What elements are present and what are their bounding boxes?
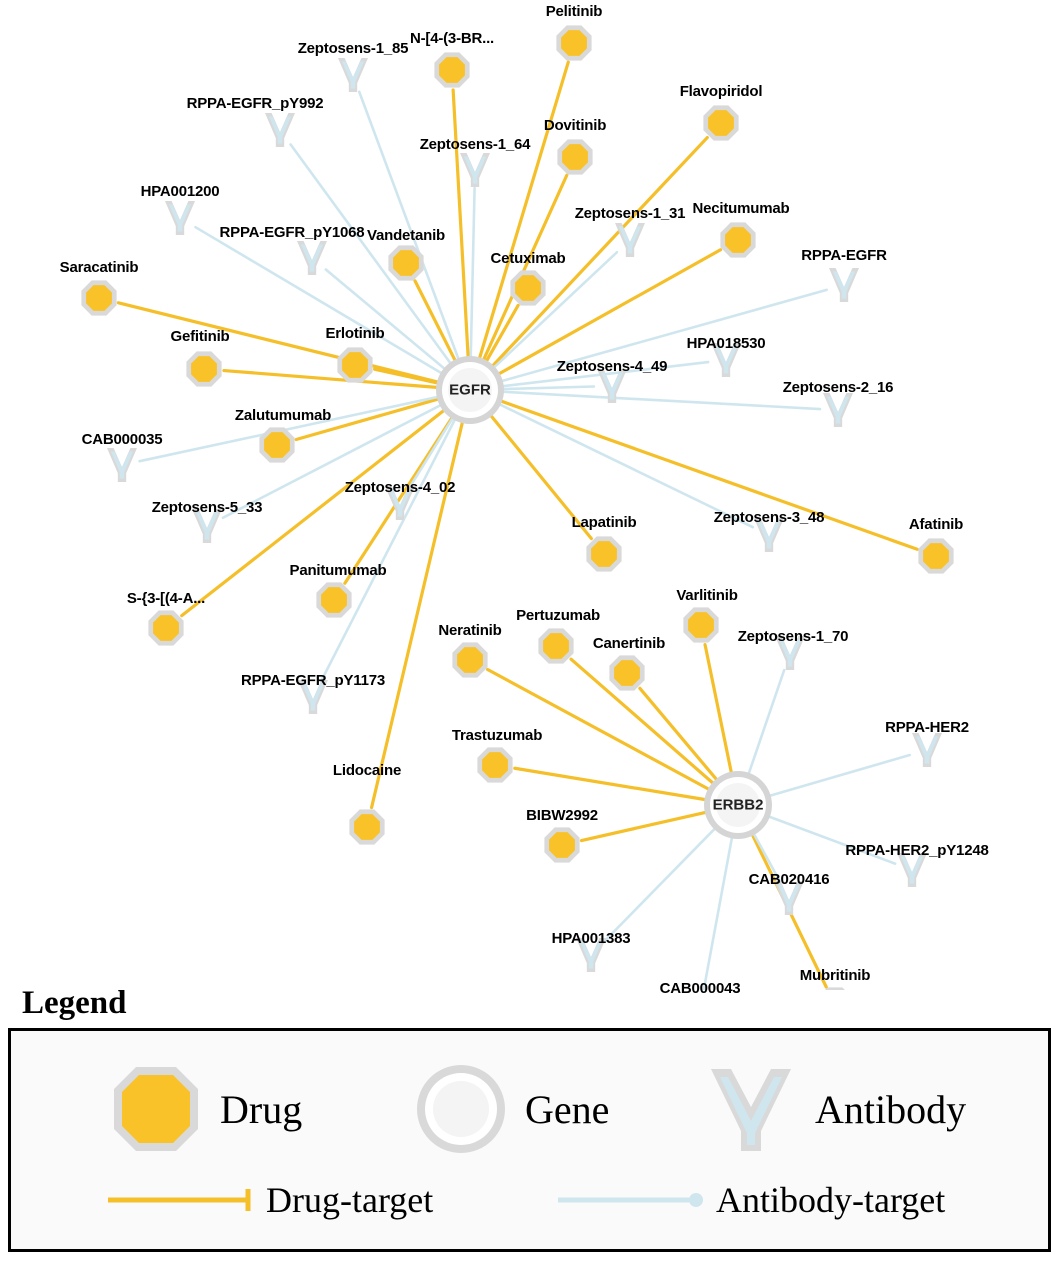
drug-glyph [264,432,290,458]
antibody-glyph [169,204,191,231]
drug-label: Panitumumab [289,562,387,579]
drug-glyph [153,615,179,641]
drug-node[interactable] [186,351,221,386]
antibody-label: RPPA-EGFR [801,247,887,264]
drug-label: Zalutumumab [234,407,332,424]
antibody-node[interactable] [460,153,490,187]
antibody-target-edge [409,416,454,488]
antibody-node[interactable] [107,448,137,482]
antibody-node[interactable] [912,733,942,767]
antibody-node[interactable] [823,393,853,427]
drug-label: Erlotinib [325,325,385,342]
drug-glyph [725,227,751,253]
antibody-label: Zeptosens-5_33 [151,499,263,516]
drug-label: Saracatinib [59,259,139,276]
drug-target-edge [453,90,468,360]
legend-item-antibody-target [556,1179,945,1221]
legend-box [8,1028,1051,1252]
drug-node[interactable] [586,536,621,571]
drug-glyph [515,275,541,301]
antibody-node[interactable] [265,113,295,147]
drug-target-edge [582,812,709,841]
drug-node[interactable] [544,827,579,862]
antibody-target-edge [604,826,717,942]
drug-glyph [688,612,714,638]
drug-glyph [708,110,734,136]
antibody-node[interactable] [829,268,859,302]
drug-label: Cetuximab [490,250,566,267]
legend [0,985,1059,1252]
drug-glyph [86,285,112,311]
antibody-label: Zeptosens-1_70 [737,628,849,645]
drug-label: Lidocaine [332,762,402,779]
antibody-node[interactable] [338,58,368,92]
antibody-glyph [916,736,938,763]
drug-label: BIBW2992 [526,807,598,824]
antibody-label: Zeptosens-1_85 [297,40,409,57]
antibody-target-edge [767,755,910,797]
antibody-glyph [464,156,486,183]
antibody-label: Zeptosens-4_49 [556,358,668,375]
antibody-target-edge [492,252,617,369]
drug-label: S-{3-[(4-A... [126,590,206,607]
drug-target-edge [705,645,732,776]
drug-glyph [439,57,465,83]
drug-node[interactable] [81,280,116,315]
drug-glyph [549,832,575,858]
drug-icon [106,1059,206,1159]
drug-label: Afatinib [908,516,964,533]
gene-label: EGFR [449,381,491,399]
drug-label: Canertinib [592,635,666,652]
drug-target-edge-icon [106,1185,256,1215]
antibody-node[interactable] [297,241,327,275]
antibody-target-edge [500,387,594,390]
antibody-label: RPPA-EGFR_pY1173 [240,672,386,689]
drug-glyph [923,543,949,569]
drug-node[interactable] [556,25,591,60]
legend-shape-row [11,1049,1048,1159]
drug-node[interactable] [918,538,953,573]
drug-target-edge [640,688,719,782]
antibody-label: Zeptosens-2_16 [782,379,894,396]
antibody-glyph [901,856,923,883]
drug-label: Vandetanib [366,227,446,244]
drug-glyph [591,541,617,567]
drug-glyph [562,144,588,170]
antibody-node[interactable] [615,223,645,257]
drug-label: Necitumumab [692,200,790,217]
legend-label-drug: Drug [220,1086,303,1132]
drug-node[interactable] [259,427,294,462]
antibody-label: Zeptosens-4_02 [344,479,456,496]
drug-label: Dovitinib [543,117,607,134]
drug-node[interactable] [477,747,512,782]
drug-node[interactable] [510,270,545,305]
antibody-label: RPPA-HER2 [885,719,969,736]
gene-icon [411,1059,511,1159]
legend-label-gene: Gene [525,1086,610,1132]
legend-edge-row [11,1171,1048,1241]
antibody-label: RPPA-EGFR_pY1068 [219,224,365,241]
drug-node[interactable] [388,245,423,280]
legend-item-antibody [701,1059,966,1159]
drug-label: Mubritinib [799,967,871,984]
drug-node[interactable] [703,105,738,140]
antibody-target-edge-icon [556,1185,706,1215]
drug-node[interactable] [337,347,372,382]
antibody-target-edge [471,188,475,360]
drug-node[interactable] [683,607,718,642]
drug-node[interactable] [148,610,183,645]
drug-node[interactable] [538,628,573,663]
drug-glyph [321,587,347,613]
drug-target-edge [496,250,720,376]
drug-target-edge [375,369,441,383]
antibody-glyph [111,451,133,478]
antibody-target-edge [748,670,784,777]
drug-node[interactable] [349,809,384,844]
drug-glyph [354,814,380,840]
drug-node[interactable] [557,139,592,174]
antibody-target-edge [500,392,820,409]
drug-label: Varlitinib [676,587,738,604]
legend-item-drug-target [106,1179,433,1221]
antibody-glyph [833,271,855,298]
drug-label: Pelitinib [545,3,603,20]
legend-label-antibody: Antibody [815,1086,967,1132]
legend-item-gene [411,1059,609,1159]
drug-glyph [561,30,587,56]
drug-label: Gefitinib [170,328,230,345]
antibody-label: Zeptosens-1_31 [574,205,686,222]
antibody-label: RPPA-EGFR_pY992 [186,95,324,112]
drug-label: Pertuzumab [516,607,600,624]
drug-label: N-[4-(3-BR... [409,30,495,47]
antibody-icon [701,1059,801,1159]
legend-title: Legend [22,985,127,1021]
antibody-label: RPPA-HER2_pY1248 [845,842,989,859]
antibody-label: HPA001200 [140,183,220,200]
antibody-glyph [196,512,218,539]
legend-label-drug-target: Drug-target [266,1180,434,1220]
antibody-glyph [619,226,641,253]
drug-label: Trastuzumab [451,727,543,744]
drug-glyph [457,647,483,673]
antibody-label: Zeptosens-1_64 [419,136,531,153]
legend-item-drug [106,1059,302,1159]
antibody-target-edge [703,834,732,990]
drug-target-edge [498,400,917,549]
antibody-label: CAB020416 [748,871,830,888]
antibody-label: HPA001383 [551,930,631,947]
drug-glyph [614,660,640,686]
drug-node[interactable] [609,655,644,690]
drug-label: Neratinib [438,622,502,639]
antibody-node[interactable] [165,201,195,235]
drug-glyph [482,752,508,778]
antibody-label: CAB000035 [81,431,163,448]
drug-node[interactable] [434,52,469,87]
drug-node[interactable] [316,582,351,617]
drug-glyph [191,356,217,382]
antibody-label: HPA018530 [686,335,766,352]
drug-glyph [393,250,419,276]
gene-label: ERBB2 [712,796,764,814]
drug-label: Flavopiridol [679,83,763,100]
legend-label-antibody-target: Antibody-target [716,1180,946,1220]
drug-glyph [543,633,569,659]
drug-node[interactable] [452,642,487,677]
antibody-glyph [778,884,800,911]
drug-target-edge [479,62,569,361]
antibody-label: Zeptosens-3_48 [713,509,825,526]
drug-label: Lapatinib [571,514,637,531]
antibody-label: CAB000043 [659,980,741,997]
drug-glyph [342,352,368,378]
edge-layer [118,62,917,990]
antibody-glyph [269,116,291,143]
antibody-glyph [601,372,623,399]
antibody-glyph [827,396,849,423]
antibody-glyph [301,244,323,271]
antibody-glyph [342,61,364,88]
drug-node[interactable] [720,222,755,257]
